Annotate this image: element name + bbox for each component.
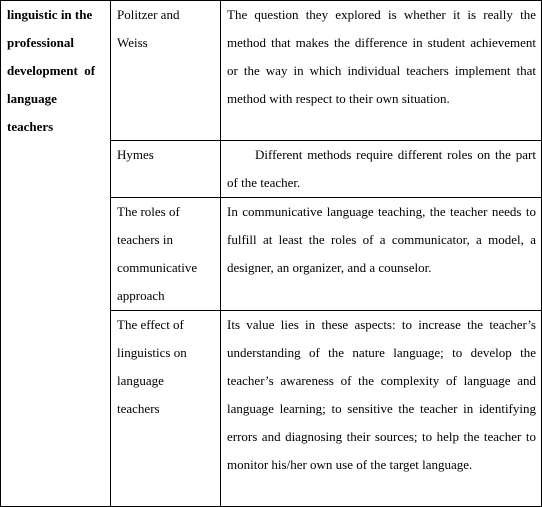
topic-line: The roles of [117,204,180,219]
topic-cell [111,311,221,507]
description-text: The question they explored is whether it is really the method that makes the difference in student achievement or the way in which individual teachers implement that method with respect to their own situation. [227,7,536,106]
topic-line: teachers [117,401,160,416]
description-cell [221,1,542,141]
section-heading [7,1,105,141]
topic-line: Weiss [117,35,148,50]
heading-line: development of [7,63,96,78]
topic-line: Hymes [117,147,154,162]
topic-line: Politzer and [117,7,180,22]
description-cell [221,141,542,198]
topic-cell [111,1,221,141]
heading-line: professional [7,35,74,50]
section-heading-cell [1,1,111,507]
table-row [1,1,542,141]
description-text: Different methods require different roles on the part of the teacher. [227,147,536,190]
description-text: In communicative language teaching, the teacher needs to fulfill at least the roles of a communicator, a model, a designer, an organizer, and a counselor. [227,204,536,275]
topic-cell [111,198,221,311]
heading-line: teachers [7,119,54,134]
topic-cell [111,141,221,198]
topic-line: The effect of [117,317,184,332]
topic-line: communicative [117,260,198,275]
topic-line: language [117,373,164,388]
topic-line: approach [117,288,165,303]
heading-line: linguistic in the [7,7,93,22]
description-cell [221,198,542,311]
topic-line: teachers in [117,232,173,247]
heading-line: language [7,91,57,106]
description-text: Its value lies in these aspects: to increase the teacher’s understanding of the nature language; to develop the teacher’s awareness of the complexity of language and language learning; to sensitive the teacher in identifying errors and diagnosing their sources; to help the teacher to monitor his/her own use of the target language. [227,317,536,472]
topic-line: linguistics on [117,345,187,360]
description-cell [221,311,542,507]
